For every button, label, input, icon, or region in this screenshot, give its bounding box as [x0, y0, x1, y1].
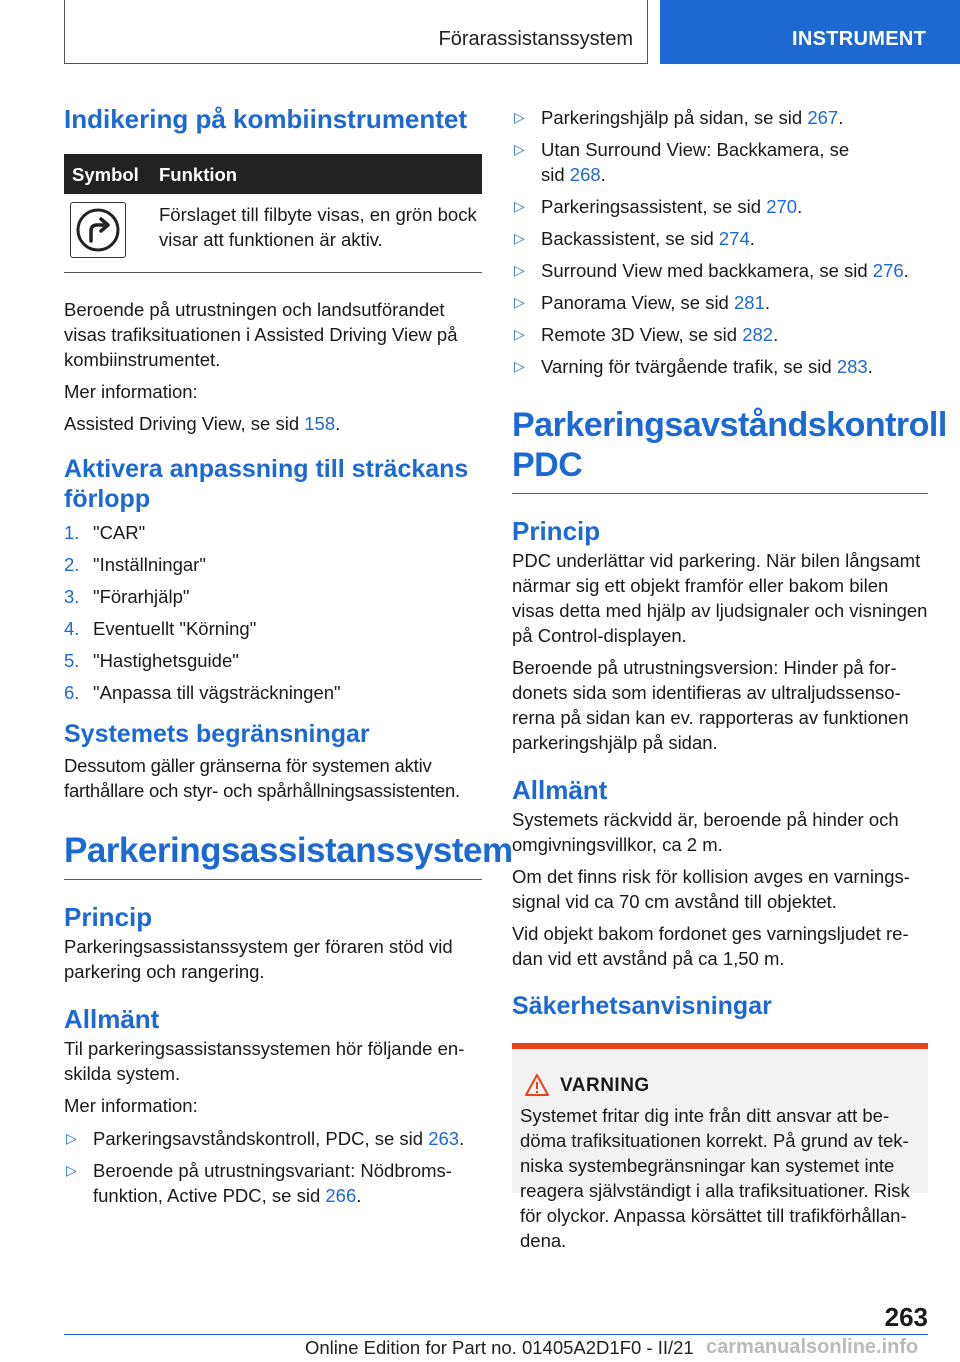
symbol-table [64, 154, 482, 273]
list-item: ▷ Parkeringshjälp på sidan, se sid 267. [514, 107, 844, 128]
list-item: ▷ Parkeringsavståndskontroll, PDC, se sid 263. [66, 1128, 465, 1149]
heading-aktivera: Aktivera anpassning till sträckans förlopp [64, 455, 469, 513]
system-list [64, 1126, 482, 1208]
page-link[interactable]: 266 [325, 1185, 357, 1206]
page-link[interactable]: 281 [734, 292, 765, 313]
system-list-continued [512, 105, 928, 379]
paragraph-assisted: Assisted Driving View, se sid 158. [64, 413, 341, 434]
list-item: ▷ Surround View med backkamera, se sid 276. [514, 260, 909, 281]
paragraph-princip-2: Beroende på utrustningsversion: Hinder på fordonets sida som identifieras av ultraljudssensorerna på sidan kan ev. rapporteras av funktionen parkeringshjälp på sidan. [512, 657, 909, 753]
list-item: 1. "CAR" [64, 522, 146, 543]
paragraph-princip: Parkeringsassistanssystem ger föraren stöd vid parkering och rangering. [64, 936, 453, 982]
heading-allmant: Allmänt [64, 1004, 160, 1034]
table-row [64, 194, 482, 273]
column-function-header: Funktion [159, 164, 238, 185]
paragraph-princip-1: PDC underlättar vid parkering. När bilen långsamt närmar sig ett objekt framför eller bakom bilen visas detta med hjälp av ljudsignaler och visningen på Control-displayen. [512, 550, 928, 646]
heading-pdc: Parkeringsavståndskontroll PDC [512, 405, 928, 494]
paragraph-allmant: Til parkeringsassistanssystemen hör följande enskilda system. [64, 1038, 465, 1084]
paragraph-systemets: Dessutom gäller gränserna för systemen aktiv farthållare och styr- och spårhållningsassistenten. [64, 755, 460, 801]
paragraph-beroende: Beroende på utrustningen och landsutförandet visas trafiksituationen i Assisted Driving View på kombiinstrumentet. [64, 299, 458, 370]
page-link[interactable]: 267 [807, 107, 839, 128]
heading-parkeringsassistanssystem: Parkeringsassistanssystem [64, 831, 482, 880]
page-link[interactable]: 282 [742, 324, 774, 345]
paragraph-allmant-3: Vid objekt bakom fordonet ges varningsljudet redan vid ett avstånd på ca 1,50 m. [512, 923, 909, 969]
list-item: ▷ Beroende på utrustningsvariant: Nödbromsfunktion, Active PDC, se sid 266. [66, 1160, 452, 1206]
page-link[interactable]: 274 [718, 228, 750, 249]
heading-indikering: Indikering på kombiinstrumentet [64, 104, 468, 134]
heading-sakerhet: Säkerhetsanvisningar [512, 992, 772, 1020]
warning-triangle-icon [524, 1073, 550, 1097]
warning-text: Systemet fritar dig inte från ditt ansvar att bedöma trafiksituationen korrekt. På grund av tekniska systembegränsningar kan systemet inte reagera självständigt i alla trafiksituationer. Risk för olyckor. Anpassa körsättet till trafikförhållandena. [520, 1105, 910, 1251]
table-cell-function: Förslaget till filbyte visas, en grön bock visar att funktionen är aktiv. [159, 204, 477, 250]
list-item: ▷ Utan Surround View: Backkamera, se sid 268. [514, 139, 850, 185]
footer-rule [64, 1334, 928, 1335]
header-section-box [64, 0, 648, 64]
steps-list [64, 520, 482, 705]
header-chapter-label: INSTRUMENT [792, 28, 927, 50]
warning-title: VARNING [520, 1075, 920, 1103]
column-symbol-header: Symbol [72, 164, 139, 185]
list-item: 3. "Förarhjälp" [64, 586, 190, 607]
lane-change-icon [70, 202, 126, 258]
list-item: ▷ Backassistent, se sid 274. [514, 228, 755, 249]
footer-edition: Online Edition for Part no. 01405A2D1F0 - II/21 [305, 1337, 694, 1358]
header-chapter-tab [660, 0, 960, 64]
symbol-table-header [64, 154, 482, 194]
paragraph-allmant-2: Om det finns risk för kollision avges en varningssignal vid ca 70 cm avstånd till objektet. [512, 866, 910, 912]
list-item: ▷ Panorama View, se sid 281. [514, 292, 771, 313]
footer-watermark: carmanualsonline.info [706, 1336, 919, 1358]
paragraph-mer-info-2: Mer information: [64, 1095, 198, 1116]
paragraph-mer-info: Mer information: [64, 381, 198, 402]
header-section-title: Förarassistanssystem [438, 28, 633, 50]
page-link[interactable]: 268 [569, 164, 601, 185]
warning-box [512, 1043, 928, 1251]
heading-princip-pdc: Princip [512, 516, 601, 546]
page-link[interactable]: 263 [428, 1128, 460, 1149]
list-item: ▷ Remote 3D View, se sid 282. [514, 324, 779, 345]
heading-princip: Princip [64, 902, 153, 932]
paragraph-allmant-1: Systemets räckvidd är, beroende på hinder och omgivningsvillkor, ca 2 m. [512, 809, 899, 855]
left-column [64, 100, 513, 1215]
page-link[interactable]: 158 [304, 413, 336, 434]
list-item: 6. "Anpassa till vägsträckningen" [64, 682, 341, 703]
page-link[interactable]: 270 [766, 196, 798, 217]
list-item: 2. "Inställningar" [64, 554, 206, 575]
right-column [512, 100, 947, 1251]
list-item: 4. Eventuellt "Körning" [64, 618, 257, 639]
page-link[interactable]: 276 [872, 260, 904, 281]
list-item: ▷ Varning för tvärgående trafik, se sid 283. [514, 356, 873, 377]
list-item: ▷ Parkeringsassistent, se sid 270. [514, 196, 803, 217]
heading-allmant-pdc: Allmänt [512, 775, 608, 805]
page-number: 263 [884, 1302, 928, 1332]
page-link[interactable]: 283 [836, 356, 868, 377]
heading-systemets: Systemets begränsningar [64, 720, 370, 748]
list-item: 5. "Hastighetsguide" [64, 650, 239, 671]
